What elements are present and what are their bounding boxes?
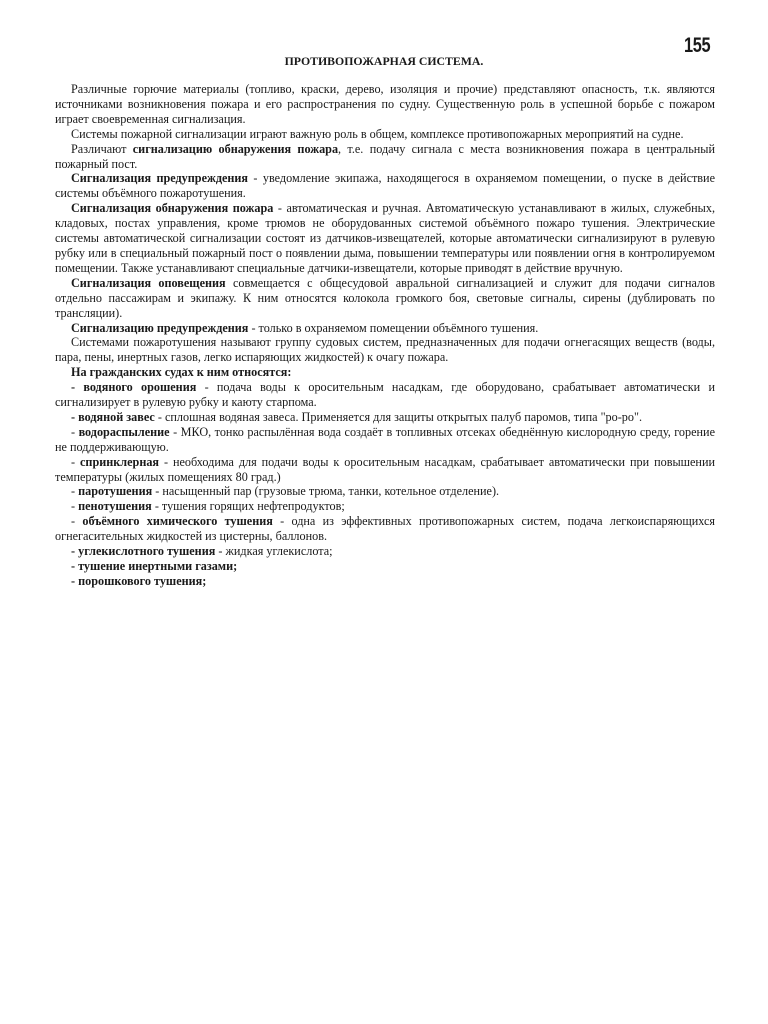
text-run: - сплошная водяная завеса. Применяется для защиты открытых палуб паромов, типа "ро-ро". [154, 409, 643, 424]
text-run: Различные горючие материалы (топливо, краски, дерево, изоляция и прочие) представляют опасность, т.к. являются источниками возникновения пожара и его распространения по судну. Существенную роль в успешной борьбе с пожаром играет своевременная сигнализация. [55, 82, 715, 126]
text-run: - [71, 499, 79, 514]
bold-term: - углекислотного тушения [71, 544, 216, 559]
paragraph [55, 484, 715, 499]
paragraph [55, 365, 715, 380]
bold-term: - тушение инертными газами; [71, 559, 238, 573]
text-run: - одна из эффективных противопожарных систем, подача легкоиспаряющихся огнегасительных жидкостей из цистерны, баллонов. [55, 514, 715, 544]
bold-term: паротушения [78, 484, 153, 499]
paragraph [55, 499, 715, 514]
text-run: - жидкая углекислота; [215, 544, 333, 559]
page-number: 155 [684, 34, 711, 57]
paragraph [55, 425, 715, 455]
paragraph [55, 321, 715, 336]
text-run: - необходима для подачи воды к оросительным насадкам, срабатывает автоматически при повышении температуры (жилых помещениях 80 град.) [55, 454, 715, 484]
text-run: Различают [71, 141, 133, 156]
bold-term: Сигнализацию предупреждения [71, 320, 249, 335]
paragraph [55, 574, 715, 589]
text-run: - МКО, тонко распылённая вода создаёт в топливных отсеках обеднённую кислородную среду, горение не поддерживающую. [55, 424, 715, 454]
bold-term: объёмного химического тушения [82, 514, 273, 529]
text-run: - только в охраняемом помещении объёмного тушения. [248, 320, 539, 335]
bold-term: - водяной завес [71, 409, 155, 424]
page-title: ПРОТИВОПОЖАРНАЯ СИСТЕМА. [284, 54, 484, 68]
paragraph [55, 82, 715, 127]
bold-term: На гражданских судах к ним относятся: [71, 365, 292, 380]
paragraph [55, 455, 715, 485]
text-run: - [71, 514, 83, 529]
text-run: - [71, 424, 79, 439]
text-run: - уведомление экипажа, находящегося в охраняемом помещении, о пуске в действие системы объёмного пожаротушения. [55, 171, 715, 201]
text-run: - тушения горящих нефтепродуктов; [151, 499, 345, 514]
text-run: , т.е. подачу сигнала с места возникновения пожара в центральный пожарный пост. [55, 141, 716, 171]
paragraph [55, 142, 715, 172]
text-run: - насыщенный пар (грузовые трюма, танки, котельное отделение). [152, 484, 500, 499]
text-run: - [71, 484, 79, 499]
document-body [55, 82, 715, 589]
paragraph [55, 514, 715, 544]
text-run: - подача воды к оросительным насадкам, где оборудовано, срабатывает автоматически и сигнализирует в рулевую рубку и каюту старпома. [55, 380, 715, 410]
bold-term: - водяного орошения [71, 380, 197, 395]
text-run: - [71, 454, 81, 469]
bold-term: Сигнализация предупреждения [71, 171, 249, 186]
bold-term: водораспыление [78, 424, 170, 439]
bold-term: спринклерная [80, 454, 160, 469]
text-run: - автоматическая и ручная. Автоматическую устанавливают в жилых, служебных, кладовых, постах управления, кроме трюмов не оборудованных системой объёмного пожаро тушения. Электрические системы автоматической сигнализации состоят из датчиков-извещателей, которые автоматически сигнализируют в рулевую рубку или в специальный пожарный пост о появлении дыма, повышении температуры или появлении огня в контролируемом помещении. Также устанавливают специальные датчики-извещатели, которые приводят в действие вручную. [55, 201, 715, 275]
bold-term: сигнализацию обнаружения пожара [132, 141, 339, 156]
text-run: Системы пожарной сигнализации играют важную роль в общем, комплексе противопожарных мероприятий на судне. [71, 126, 684, 141]
paragraph [55, 276, 715, 321]
paragraph [55, 380, 715, 410]
bold-term: - порошкового тушения; [71, 573, 207, 588]
bold-term: Сигнализация оповещения [71, 275, 226, 290]
bold-term: пенотушения [78, 499, 152, 514]
paragraph [55, 410, 715, 425]
paragraph [55, 171, 715, 201]
paragraph [55, 201, 715, 276]
text-run: совмещается с общесудовой авральной сигнализацией и служит для подачи сигналов отдельно пассажирам и экипажу. К ним относятся колокола громкого боя, световые сигналы, сирены (дублировать по трансляции). [55, 275, 715, 320]
paragraph [55, 544, 715, 559]
bold-term: Сигнализация обнаружения пожара [71, 201, 274, 216]
paragraph [55, 127, 715, 142]
text-run: Системами пожаротушения называют группу судовых систем, предназначенных для подачи огнегасящих веществ (воды, пара, пены, инертных газов, легко испаряющих жидкостей) к очагу пожара. [55, 335, 715, 365]
paragraph [55, 335, 715, 365]
paragraph [55, 559, 715, 574]
